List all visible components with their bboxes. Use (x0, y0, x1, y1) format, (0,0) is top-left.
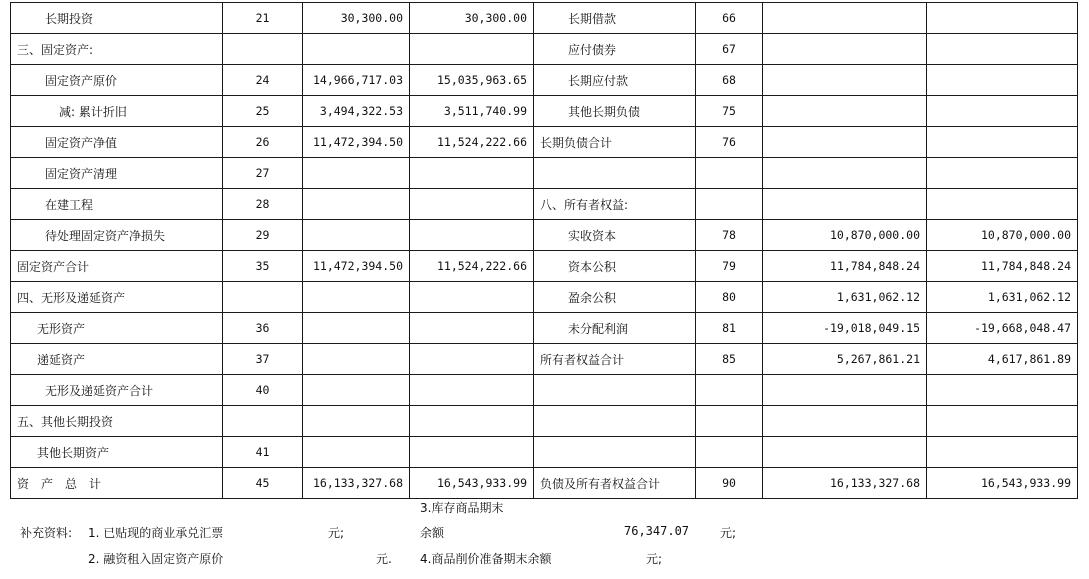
left-item-label: 四、无形及递延资产 (11, 282, 223, 313)
supplement-item-3-value: 76,347.07 (624, 524, 690, 538)
left-begin-balance (303, 406, 410, 437)
left-begin-balance (303, 344, 410, 375)
left-end-balance: 16,543,933.99 (410, 468, 534, 499)
right-line-number (696, 406, 763, 437)
right-item-label: 所有者权益合计 (534, 344, 696, 375)
right-begin-balance (763, 96, 927, 127)
left-item-label: 减: 累计折旧 (11, 96, 223, 127)
table-row (11, 344, 1078, 375)
left-line-number: 29 (223, 220, 303, 251)
left-line-number: 27 (223, 158, 303, 189)
right-begin-balance: -19,018,049.15 (763, 313, 927, 344)
left-line-number: 45 (223, 468, 303, 499)
table-row (11, 34, 1078, 65)
right-end-balance (927, 3, 1078, 34)
right-item-label: 长期应付款 (534, 65, 696, 96)
left-end-balance (410, 437, 534, 468)
right-item-label: 资本公积 (534, 251, 696, 282)
right-item-label: 负债及所有者权益合计 (534, 468, 696, 499)
left-line-number: 28 (223, 189, 303, 220)
right-line-number (696, 158, 763, 189)
table-row (11, 437, 1078, 468)
table-row (11, 313, 1078, 344)
left-item-label: 固定资产原价 (11, 65, 223, 96)
left-line-number: 26 (223, 127, 303, 158)
left-begin-balance: 3,494,322.53 (303, 96, 410, 127)
right-end-balance: 16,543,933.99 (927, 468, 1078, 499)
right-line-number (696, 189, 763, 220)
right-begin-balance: 16,133,327.68 (763, 468, 927, 499)
left-item-label: 无形资产 (11, 313, 223, 344)
right-begin-balance (763, 34, 927, 65)
balance-sheet-table (10, 2, 1078, 499)
right-begin-balance (763, 127, 927, 158)
left-end-balance (410, 375, 534, 406)
right-end-balance: 1,631,062.12 (927, 282, 1078, 313)
left-item-label: 待处理固定资产净损失 (11, 220, 223, 251)
right-end-balance: -19,668,048.47 (927, 313, 1078, 344)
left-end-balance (410, 344, 534, 375)
left-begin-balance (303, 375, 410, 406)
left-line-number: 24 (223, 65, 303, 96)
right-begin-balance (763, 375, 927, 406)
right-line-number: 81 (696, 313, 763, 344)
left-end-balance (410, 34, 534, 65)
table-row (11, 282, 1078, 313)
table-row (11, 468, 1078, 499)
right-begin-balance: 11,784,848.24 (763, 251, 927, 282)
table-row (11, 127, 1078, 158)
right-end-balance (927, 437, 1078, 468)
left-end-balance: 3,511,740.99 (410, 96, 534, 127)
right-end-balance: 10,870,000.00 (927, 220, 1078, 251)
left-line-number (223, 34, 303, 65)
right-end-balance: 4,617,861.89 (927, 344, 1078, 375)
table-row (11, 375, 1078, 406)
right-line-number: 66 (696, 3, 763, 34)
supplement-heading: 补充资料: (20, 526, 73, 540)
supplement-item-4: 4.商品削价准备期末余额 (420, 552, 552, 566)
left-line-number (223, 406, 303, 437)
right-item-label: 实收资本 (534, 220, 696, 251)
left-begin-balance (303, 313, 410, 344)
left-end-balance (410, 158, 534, 189)
right-line-number: 80 (696, 282, 763, 313)
right-line-number: 85 (696, 344, 763, 375)
right-end-balance (927, 158, 1078, 189)
right-item-label (534, 437, 696, 468)
left-item-label: 固定资产清理 (11, 158, 223, 189)
table-row (11, 65, 1078, 96)
right-line-number (696, 437, 763, 468)
left-begin-balance: 11,472,394.50 (303, 127, 410, 158)
left-end-balance: 30,300.00 (410, 3, 534, 34)
supplement-item-4-unit: 元; (646, 552, 663, 566)
left-item-label: 无形及递延资产合计 (11, 375, 223, 406)
supplement-item-1-unit: 元; (328, 526, 345, 540)
left-item-label: 其他长期资产 (11, 437, 223, 468)
left-end-balance (410, 313, 534, 344)
right-begin-balance (763, 158, 927, 189)
left-begin-balance: 14,966,717.03 (303, 65, 410, 96)
right-end-balance: 11,784,848.24 (927, 251, 1078, 282)
left-begin-balance (303, 158, 410, 189)
table-row (11, 96, 1078, 127)
right-begin-balance: 10,870,000.00 (763, 220, 927, 251)
right-begin-balance (763, 437, 927, 468)
left-item-label: 在建工程 (11, 189, 223, 220)
left-begin-balance: 16,133,327.68 (303, 468, 410, 499)
right-item-label: 长期负债合计 (534, 127, 696, 158)
table-row (11, 189, 1078, 220)
right-begin-balance (763, 406, 927, 437)
left-begin-balance: 11,472,394.50 (303, 251, 410, 282)
right-item-label: 八、所有者权益: (534, 189, 696, 220)
supplement-item-3-unit: 元; (720, 526, 737, 540)
left-begin-balance (303, 189, 410, 220)
right-line-number: 76 (696, 127, 763, 158)
left-begin-balance (303, 220, 410, 251)
left-line-number: 35 (223, 251, 303, 282)
left-line-number: 36 (223, 313, 303, 344)
right-item-label: 应付债券 (534, 34, 696, 65)
supplement-item-1: 1. 已贴现的商业承兑汇票 (88, 526, 224, 540)
right-line-number: 79 (696, 251, 763, 282)
right-end-balance (927, 375, 1078, 406)
left-end-balance: 15,035,963.65 (410, 65, 534, 96)
right-end-balance (927, 127, 1078, 158)
right-item-label: 其他长期负债 (534, 96, 696, 127)
left-line-number (223, 282, 303, 313)
left-begin-balance (303, 282, 410, 313)
right-begin-balance (763, 3, 927, 34)
left-item-label: 五、其他长期投资 (11, 406, 223, 437)
right-item-label (534, 406, 696, 437)
left-line-number: 40 (223, 375, 303, 406)
left-begin-balance (303, 34, 410, 65)
right-line-number: 75 (696, 96, 763, 127)
right-end-balance (927, 34, 1078, 65)
right-begin-balance: 5,267,861.21 (763, 344, 927, 375)
left-item-label: 长期投资 (11, 3, 223, 34)
supplement-item-2: 2. 融资租入固定资产原价 (88, 552, 224, 566)
right-line-number: 67 (696, 34, 763, 65)
left-line-number: 21 (223, 3, 303, 34)
right-begin-balance: 1,631,062.12 (763, 282, 927, 313)
right-line-number: 90 (696, 468, 763, 499)
supplement-item-2-unit: 元. (376, 552, 392, 566)
left-line-number: 37 (223, 344, 303, 375)
left-line-number: 25 (223, 96, 303, 127)
right-end-balance (927, 96, 1078, 127)
right-item-label (534, 158, 696, 189)
supplement-item-3-line2: 余额 (420, 526, 445, 540)
right-item-label (534, 375, 696, 406)
left-item-label: 资 产 总 计 (11, 468, 223, 499)
right-line-number: 68 (696, 65, 763, 96)
table-row (11, 220, 1078, 251)
left-end-balance (410, 220, 534, 251)
left-end-balance (410, 282, 534, 313)
supplement-item-3-line1: 3.库存商品期末 (420, 501, 504, 515)
left-begin-balance: 30,300.00 (303, 3, 410, 34)
left-item-label: 递延资产 (11, 344, 223, 375)
right-line-number: 78 (696, 220, 763, 251)
left-begin-balance (303, 437, 410, 468)
left-end-balance (410, 189, 534, 220)
right-begin-balance (763, 65, 927, 96)
left-item-label: 固定资产合计 (11, 251, 223, 282)
right-item-label: 盈余公积 (534, 282, 696, 313)
right-item-label: 长期借款 (534, 3, 696, 34)
left-item-label: 三、固定资产: (11, 34, 223, 65)
table-row (11, 406, 1078, 437)
left-line-number: 41 (223, 437, 303, 468)
left-end-balance: 11,524,222.66 (410, 251, 534, 282)
right-end-balance (927, 189, 1078, 220)
table-row (11, 158, 1078, 189)
right-end-balance (927, 65, 1078, 96)
right-item-label: 未分配利润 (534, 313, 696, 344)
left-end-balance: 11,524,222.66 (410, 127, 534, 158)
right-line-number (696, 375, 763, 406)
left-item-label: 固定资产净值 (11, 127, 223, 158)
table-row (11, 251, 1078, 282)
table-row (11, 3, 1078, 34)
right-begin-balance (763, 189, 927, 220)
left-end-balance (410, 406, 534, 437)
right-end-balance (927, 406, 1078, 437)
